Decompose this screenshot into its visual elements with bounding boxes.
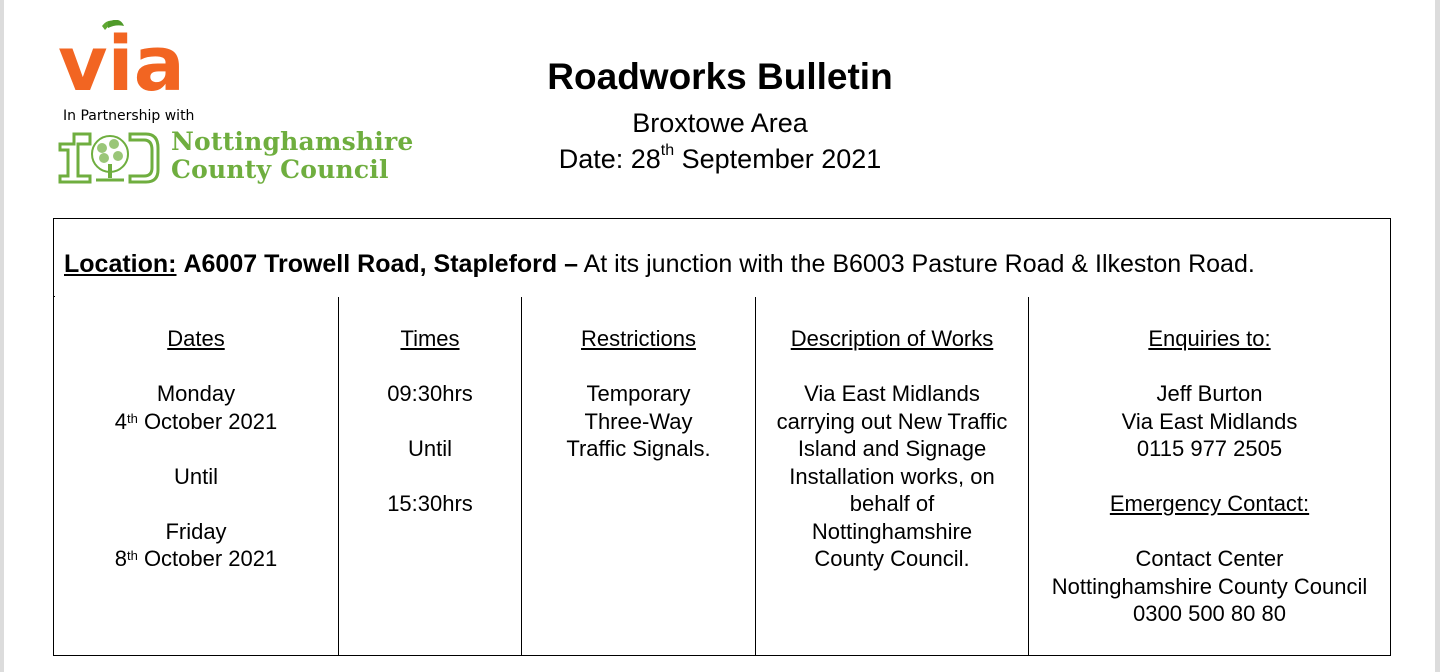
start-day: Monday bbox=[156, 381, 236, 406]
contact-org: Via East Midlands bbox=[1121, 408, 1298, 434]
date-suffix: September 2021 bbox=[674, 144, 882, 174]
description-line: Island and Signage bbox=[797, 436, 987, 461]
end-date-num: 8 bbox=[114, 546, 127, 571]
restrictions-heading: Restrictions bbox=[581, 326, 696, 351]
restriction-line: Traffic Signals. bbox=[566, 436, 711, 461]
start-date-num: 4 bbox=[114, 408, 127, 434]
location-label: Location: bbox=[64, 250, 177, 278]
end-time: 15:30hrs bbox=[387, 491, 473, 516]
via-logo-text: via bbox=[58, 20, 185, 98]
dates-heading: Dates bbox=[167, 326, 225, 351]
location-detail: At its junction with the B6003 Pasture Road & Ilkeston Road. bbox=[583, 250, 1255, 278]
start-date-rest: October 2021 bbox=[137, 408, 278, 434]
emergency-org: Nottinghamshire County Council bbox=[1051, 573, 1368, 599]
dates-until: Until bbox=[173, 463, 218, 489]
emergency-phone: 0300 500 80 80 bbox=[1133, 601, 1286, 626]
page-frame-right bbox=[1435, 0, 1440, 672]
times-column bbox=[339, 297, 521, 655]
end-date bbox=[54, 545, 338, 573]
end-date-sup: th bbox=[126, 548, 138, 563]
end-day: Friday bbox=[165, 518, 227, 544]
times-until: Until bbox=[407, 436, 452, 461]
enquiries-column bbox=[1029, 297, 1390, 655]
restriction-line: Three-Way bbox=[584, 408, 693, 434]
location-road: A6007 Trowell Road, Stapleford – bbox=[183, 250, 579, 278]
bulletin-date bbox=[0, 144, 1440, 175]
page-frame-left bbox=[0, 0, 4, 672]
partner-caption: In Partnership with bbox=[63, 108, 195, 124]
start-date-sup: th bbox=[126, 410, 138, 426]
restriction-line: Temporary bbox=[586, 381, 691, 406]
start-time: 09:30hrs bbox=[387, 381, 473, 406]
description-heading: Description of Works bbox=[790, 326, 994, 351]
description-line: behalf of bbox=[849, 491, 935, 516]
restrictions-column bbox=[522, 297, 755, 655]
description-column bbox=[756, 297, 1028, 655]
emergency-heading: Emergency Contact: bbox=[1109, 491, 1310, 516]
enquiries-heading: Enquiries to: bbox=[1148, 326, 1271, 351]
start-date bbox=[54, 408, 338, 436]
dates-column bbox=[54, 297, 338, 655]
times-heading: Times bbox=[400, 326, 460, 351]
description-line: Nottinghamshire bbox=[811, 518, 973, 544]
location-row bbox=[54, 219, 1390, 297]
date-prefix: Date: 28 bbox=[558, 144, 661, 174]
end-date-rest: October 2021 bbox=[137, 546, 278, 571]
date-sup: th bbox=[660, 142, 675, 159]
bulletin-title: Roadworks Bulletin bbox=[547, 56, 893, 97]
emergency-name: Contact Center bbox=[1135, 546, 1284, 571]
bulletin-area: Broxtowe Area bbox=[632, 108, 808, 138]
description-line: Via East Midlands bbox=[804, 381, 980, 406]
contact-phone: 0115 977 2505 bbox=[1136, 436, 1283, 461]
contact-name: Jeff Burton bbox=[1156, 381, 1263, 406]
description-line: Installation works, on bbox=[789, 463, 995, 489]
council-name-line2: County Council bbox=[171, 155, 389, 184]
description-line: County Council. bbox=[814, 546, 970, 571]
council-name-line1: Nottinghamshire bbox=[171, 127, 414, 156]
roadworks-table bbox=[53, 218, 1391, 656]
description-line: carrying out New Traffic bbox=[776, 408, 1008, 434]
